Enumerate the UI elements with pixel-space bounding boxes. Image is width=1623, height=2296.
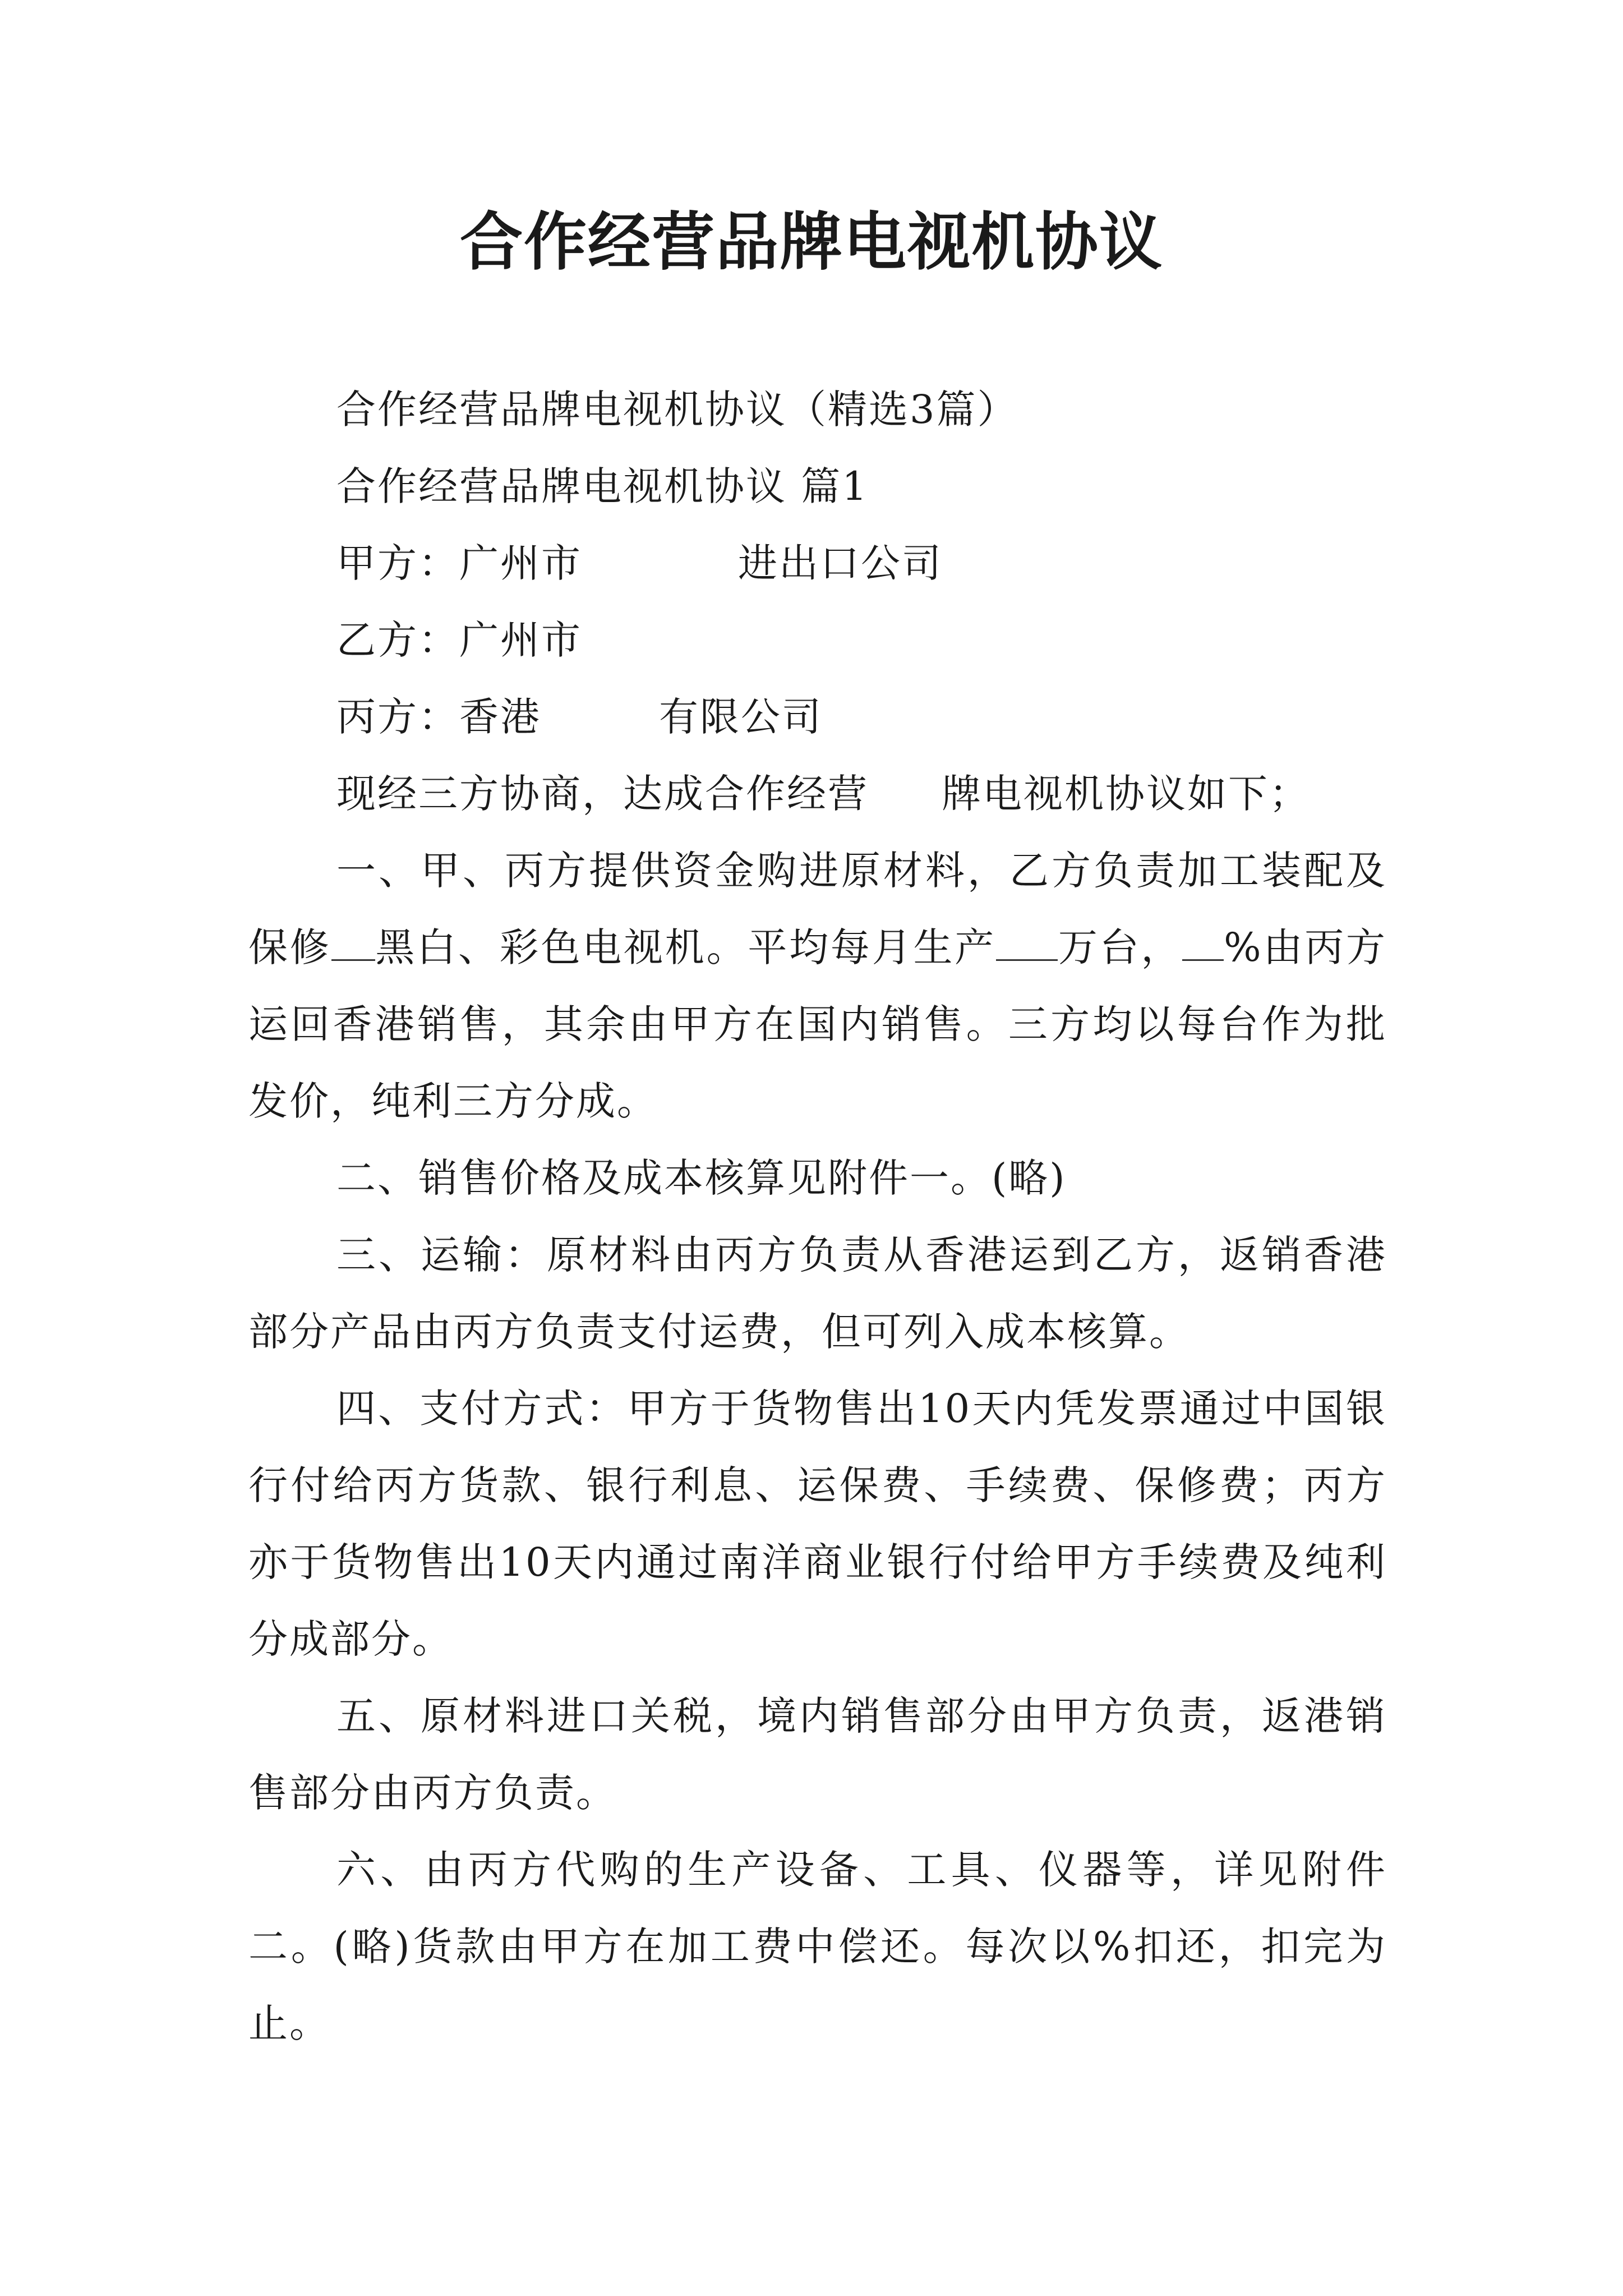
clause-3: 三、运输：原材料由丙方负责从香港运到乙方，返销香港部分产品由丙方负责支付运费，但可列入成本核算。 [248, 1232, 1387, 1355]
clause-5: 五、原材料进口关税，境内销售部分由甲方负责，返港销售部分由丙方负责。 [248, 1693, 1387, 1816]
document-title: 合作经营品牌电视机协议 [460, 205, 1163, 279]
section-heading: 合作经营品牌电视机协议 篇1 [336, 463, 869, 509]
clause-1-part-1: 一、甲、丙方提供资金购进原材料，乙方负责加工装配及保修 [248, 848, 1387, 970]
subtitle: 合作经营品牌电视机协议（精选3篇） [336, 386, 1018, 432]
clause-1 [248, 832, 1387, 1140]
intro-prefix: 现经三方协商，达成合作经营 [336, 771, 869, 817]
clause-6: 六、由丙方代购的生产设备、工具、仪器等，详见附件二。(略)货款由甲方在加工费中偿还。每次以%扣还，扣完为止。 [248, 1847, 1387, 2046]
document-body [248, 371, 1387, 2062]
blank-line [996, 926, 1058, 961]
clause-2: 二、销售价格及成本核算见附件一。(略) [336, 1155, 1067, 1201]
party-b: 乙方：广州市 [336, 617, 582, 663]
party-c-suffix: 有限公司 [659, 694, 823, 740]
party-a-suffix: 进出口公司 [738, 540, 943, 586]
blank-line [331, 926, 375, 961]
party-a-prefix: 甲方：广州市 [336, 540, 582, 586]
party-c-prefix: 丙方：香港 [336, 694, 541, 740]
clause-1-part-3: 万台， [1058, 924, 1183, 970]
clause-4: 四、支付方式：甲方于货物售出10天内凭发票通过中国银行付给丙方货款、银行利息、运保费、手续费、保修费；丙方亦于货物售出10天内通过南洋商业银行付给甲方手续费及纯利分成部分。 [248, 1386, 1387, 1662]
intro-paragraph [248, 756, 1387, 832]
clause-1-part-2: 黑白、彩色电视机。平均每月生产 [375, 924, 997, 970]
intro-suffix: 牌电视机协议如下； [942, 771, 1310, 817]
party-c [248, 679, 1387, 756]
clause-1-part-4: %由丙方运回香港销售，其余由甲方在国内销售。三方均以每台作为批发价，纯利三方分成。 [248, 924, 1387, 1124]
blank-line [1182, 926, 1224, 961]
party-a [248, 525, 1387, 602]
